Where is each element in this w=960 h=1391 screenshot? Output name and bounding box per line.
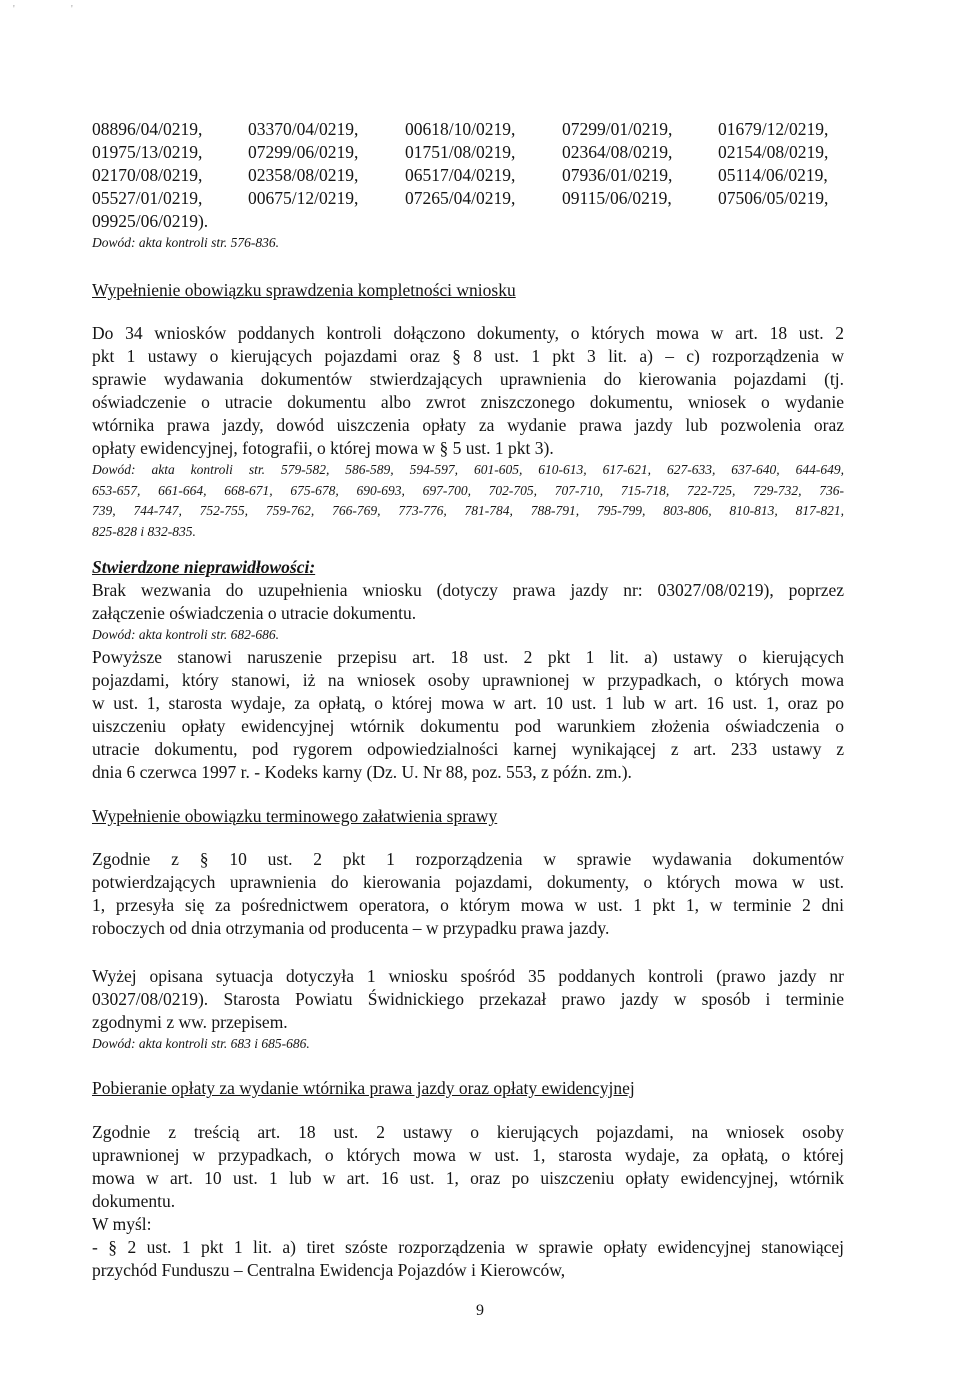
- registry-number: 09925/06/0219).: [92, 211, 209, 231]
- section-fees: [92, 1077, 844, 1100]
- paragraph-line: opłaty ewidencyjnej, fotografii, o której mowa w § 5 ust. 1 pkt 3).: [92, 438, 554, 458]
- registry-number: 07265/04/0219,: [405, 188, 516, 208]
- paragraph-line: dnia 6 czerwca 1997 r. - Kodeks karny (Dz. U. Nr 88, poz. 553, z późn. zm.).: [92, 761, 632, 782]
- list-item: przychód Funduszu – Centralna Ewidencja Pojazdów i Kierowców,: [92, 1260, 566, 1280]
- section-timeliness: [92, 805, 844, 828]
- registry-number: 07506/05/0219,: [718, 188, 829, 208]
- paragraph-line: w ust. 1, starosta wydaje, za opłatą, o której mowa w art. 10 ust. 1 lub w art. 16 ust. 1, oraz po: [92, 692, 844, 713]
- registry-row: [92, 210, 852, 233]
- section-fees-body: [92, 1121, 844, 1282]
- paragraph-line: Powyższe stanowi naruszenie przepisu art. 18 ust. 2 pkt 1 lit. a) ustawy o kierujących: [92, 646, 844, 667]
- paragraph-line: Zgodnie z § 10 ust. 2 pkt 1 rozporządzenia w sprawie wydawania dokumentów: [92, 849, 844, 869]
- registry-row: [92, 118, 852, 141]
- paragraph-line: oświadczenie o utracie dokumentu albo zwrot zniszczonego dokumentu, wniosek o wydanie: [92, 392, 844, 412]
- registry-number: 01679/12/0219,: [718, 119, 829, 139]
- paragraph-line: utracie dokumentu, pod rygorem odpowiedzialności karnej wynikającej z art. 233 ustawy z: [92, 738, 844, 759]
- evidence-reference: Dowód: akta kontroli str. 683 i 685-686.: [92, 1036, 310, 1051]
- registry-number: 05527/01/0219,: [92, 188, 203, 208]
- section-irregularities: [92, 556, 844, 784]
- section-completeness: [92, 279, 844, 302]
- paragraph-line: 1, przesyła się za pośrednictwem operatora, o którym mowa w ust. 1 pkt 1, w terminie 2 dni: [92, 895, 844, 915]
- registry-number: 07936/01/0219,: [562, 165, 673, 185]
- evidence-reference: 739, 744-747, 752-755, 759-762, 766-769, 773-776, 781-784, 788-791, 795-799, 803-806, 810-813, 817-821,: [92, 503, 844, 518]
- registry-number: 02170/08/0219,: [92, 165, 203, 185]
- evidence-reference: Dowód: akta kontroli str. 682-686.: [92, 627, 279, 642]
- section-heading: Pobieranie opłaty za wydanie wtórnika prawa jazdy oraz opłaty ewidencyjnej: [92, 1078, 635, 1098]
- registry-number: 00618/10/0219,: [405, 119, 516, 139]
- registry-number: 02358/08/0219,: [248, 165, 359, 185]
- registry-number: 07299/01/0219,: [562, 119, 673, 139]
- registry-number: 02364/08/0219,: [562, 142, 673, 162]
- registry-number: 02154/08/0219,: [718, 142, 829, 162]
- paragraph-line: pkt 1 ustawy o kierujących pojazdami oraz § 8 ust. 1 pkt 3 lit. a) – c) rozporządzenia w: [92, 346, 844, 366]
- registry-number: 01975/13/0219,: [92, 142, 203, 162]
- paragraph-line: W myśl:: [92, 1214, 152, 1234]
- registry-row: [92, 187, 852, 210]
- paragraph-line: mowa w art. 10 ust. 1 lub w art. 16 ust. 1, oraz po uiszczeniu opłaty ewidencyjnej, wtórnik: [92, 1168, 844, 1188]
- paragraph-line: uiszczeniu opłaty ewidencyjnej wtórnik dokumentu pod warunkiem złożenia oświadczenia o: [92, 715, 844, 736]
- evidence-reference: 825-828 i 832-835.: [92, 523, 196, 539]
- registry-number: 00675/12/0219,: [248, 188, 359, 208]
- paragraph-line: Do 34 wniosków poddanych kontroli dołączono dokumenty, o których mowa w art. 18 ust. 2: [92, 323, 844, 343]
- paragraph-line: Zgodnie z treścią art. 18 ust. 2 ustawy o kierujących pojazdami, na wniosek osoby: [92, 1122, 844, 1142]
- paragraph-line: sprawie wydawania dokumentów stwierdzających uprawnienia do kierowania pojazdami (tj.: [92, 369, 844, 389]
- section-completeness-body: [92, 322, 844, 542]
- scan-artifact-mark: ': [13, 4, 15, 15]
- evidence-reference: 653-657, 661-664, 668-671, 675-678, 690-693, 697-700, 702-705, 707-710, 715-718, 722-725, 729-732, 736-: [92, 482, 844, 498]
- paragraph-line: Wyżej opisana sytuacja dotyczyła 1 wniosku spośród 35 poddanych kontroli (prawo jazdy nr: [92, 966, 844, 986]
- registry-number: 05114/06/0219,: [718, 165, 828, 185]
- registry-number: 06517/04/0219,: [405, 165, 516, 185]
- registry-row: [92, 141, 852, 164]
- paragraph-line: Brak wezwania do uzupełnienia wniosku (dotyczy prawa jazdy nr: 03027/08/0219), poprzez: [92, 580, 844, 600]
- registry-number: 07299/06/0219,: [248, 142, 359, 162]
- registry-number: 01751/08/0219,: [405, 142, 516, 162]
- page-number: 9: [476, 1302, 484, 1319]
- registry-number: 03370/04/0219,: [248, 119, 359, 139]
- registry-number: 08896/04/0219,: [92, 119, 203, 139]
- registry-row: [92, 164, 852, 187]
- paragraph-line: zgodnymi z ww. przepisem.: [92, 1012, 288, 1032]
- paragraph-line: dokumentu.: [92, 1191, 176, 1211]
- section-heading: Wypełnienie obowiązku sprawdzenia kompletności wniosku: [92, 280, 516, 300]
- section-heading: Wypełnienie obowiązku terminowego załatwienia sprawy: [92, 806, 498, 826]
- list-item: - § 2 ust. 1 pkt 1 lit. a) tiret szóste rozporządzenia w sprawie opłaty ewidencyjnej stanowiącej: [92, 1237, 844, 1257]
- evidence-reference: Dowód: akta kontroli str. 579-582, 586-589, 594-597, 601-605, 610-613, 617-621, 627-633, 637-640, 644-649,: [92, 462, 844, 477]
- paragraph-line: 03027/08/0219). Starosta Powiatu Świdnickiego przekazał prawo jazdy w sposób i terminie: [92, 989, 844, 1009]
- registry-number: 09115/06/0219,: [562, 188, 672, 208]
- section-timeliness-body: [92, 848, 844, 940]
- paragraph-line: uprawnionej w przypadkach, o których mowa w ust. 1, starosta wydaje, za opłatą, o której: [92, 1145, 844, 1165]
- section-heading: Stwierdzone nieprawidłowości:: [92, 557, 316, 577]
- paragraph-line: pojazdami, który stanowi, iż na wniosek osoby uprawnionej w przypadkach, o których mowa: [92, 669, 844, 690]
- paragraph-line: potwierdzających uprawnienia do kierowania pojazdami, dokumenty, o których mowa w ust.: [92, 872, 844, 892]
- paragraph-line: wtórnika prawa jazdy, dowód uiszczenia opłaty za wydanie prawa jazdy lub pozwolenia oraz: [92, 415, 844, 435]
- paragraph-line: roboczych od dnia otrzymania od producenta – w przypadku prawa jazdy.: [92, 918, 610, 938]
- section-timeliness-summary: [92, 965, 844, 1055]
- registry-number-grid: [92, 118, 852, 254]
- paragraph-line: załączenie oświadczenia o utracie dokumentu.: [92, 603, 417, 623]
- evidence-reference: Dowód: akta kontroli str. 576-836.: [92, 235, 279, 250]
- scan-artifact-mark: ': [71, 4, 73, 15]
